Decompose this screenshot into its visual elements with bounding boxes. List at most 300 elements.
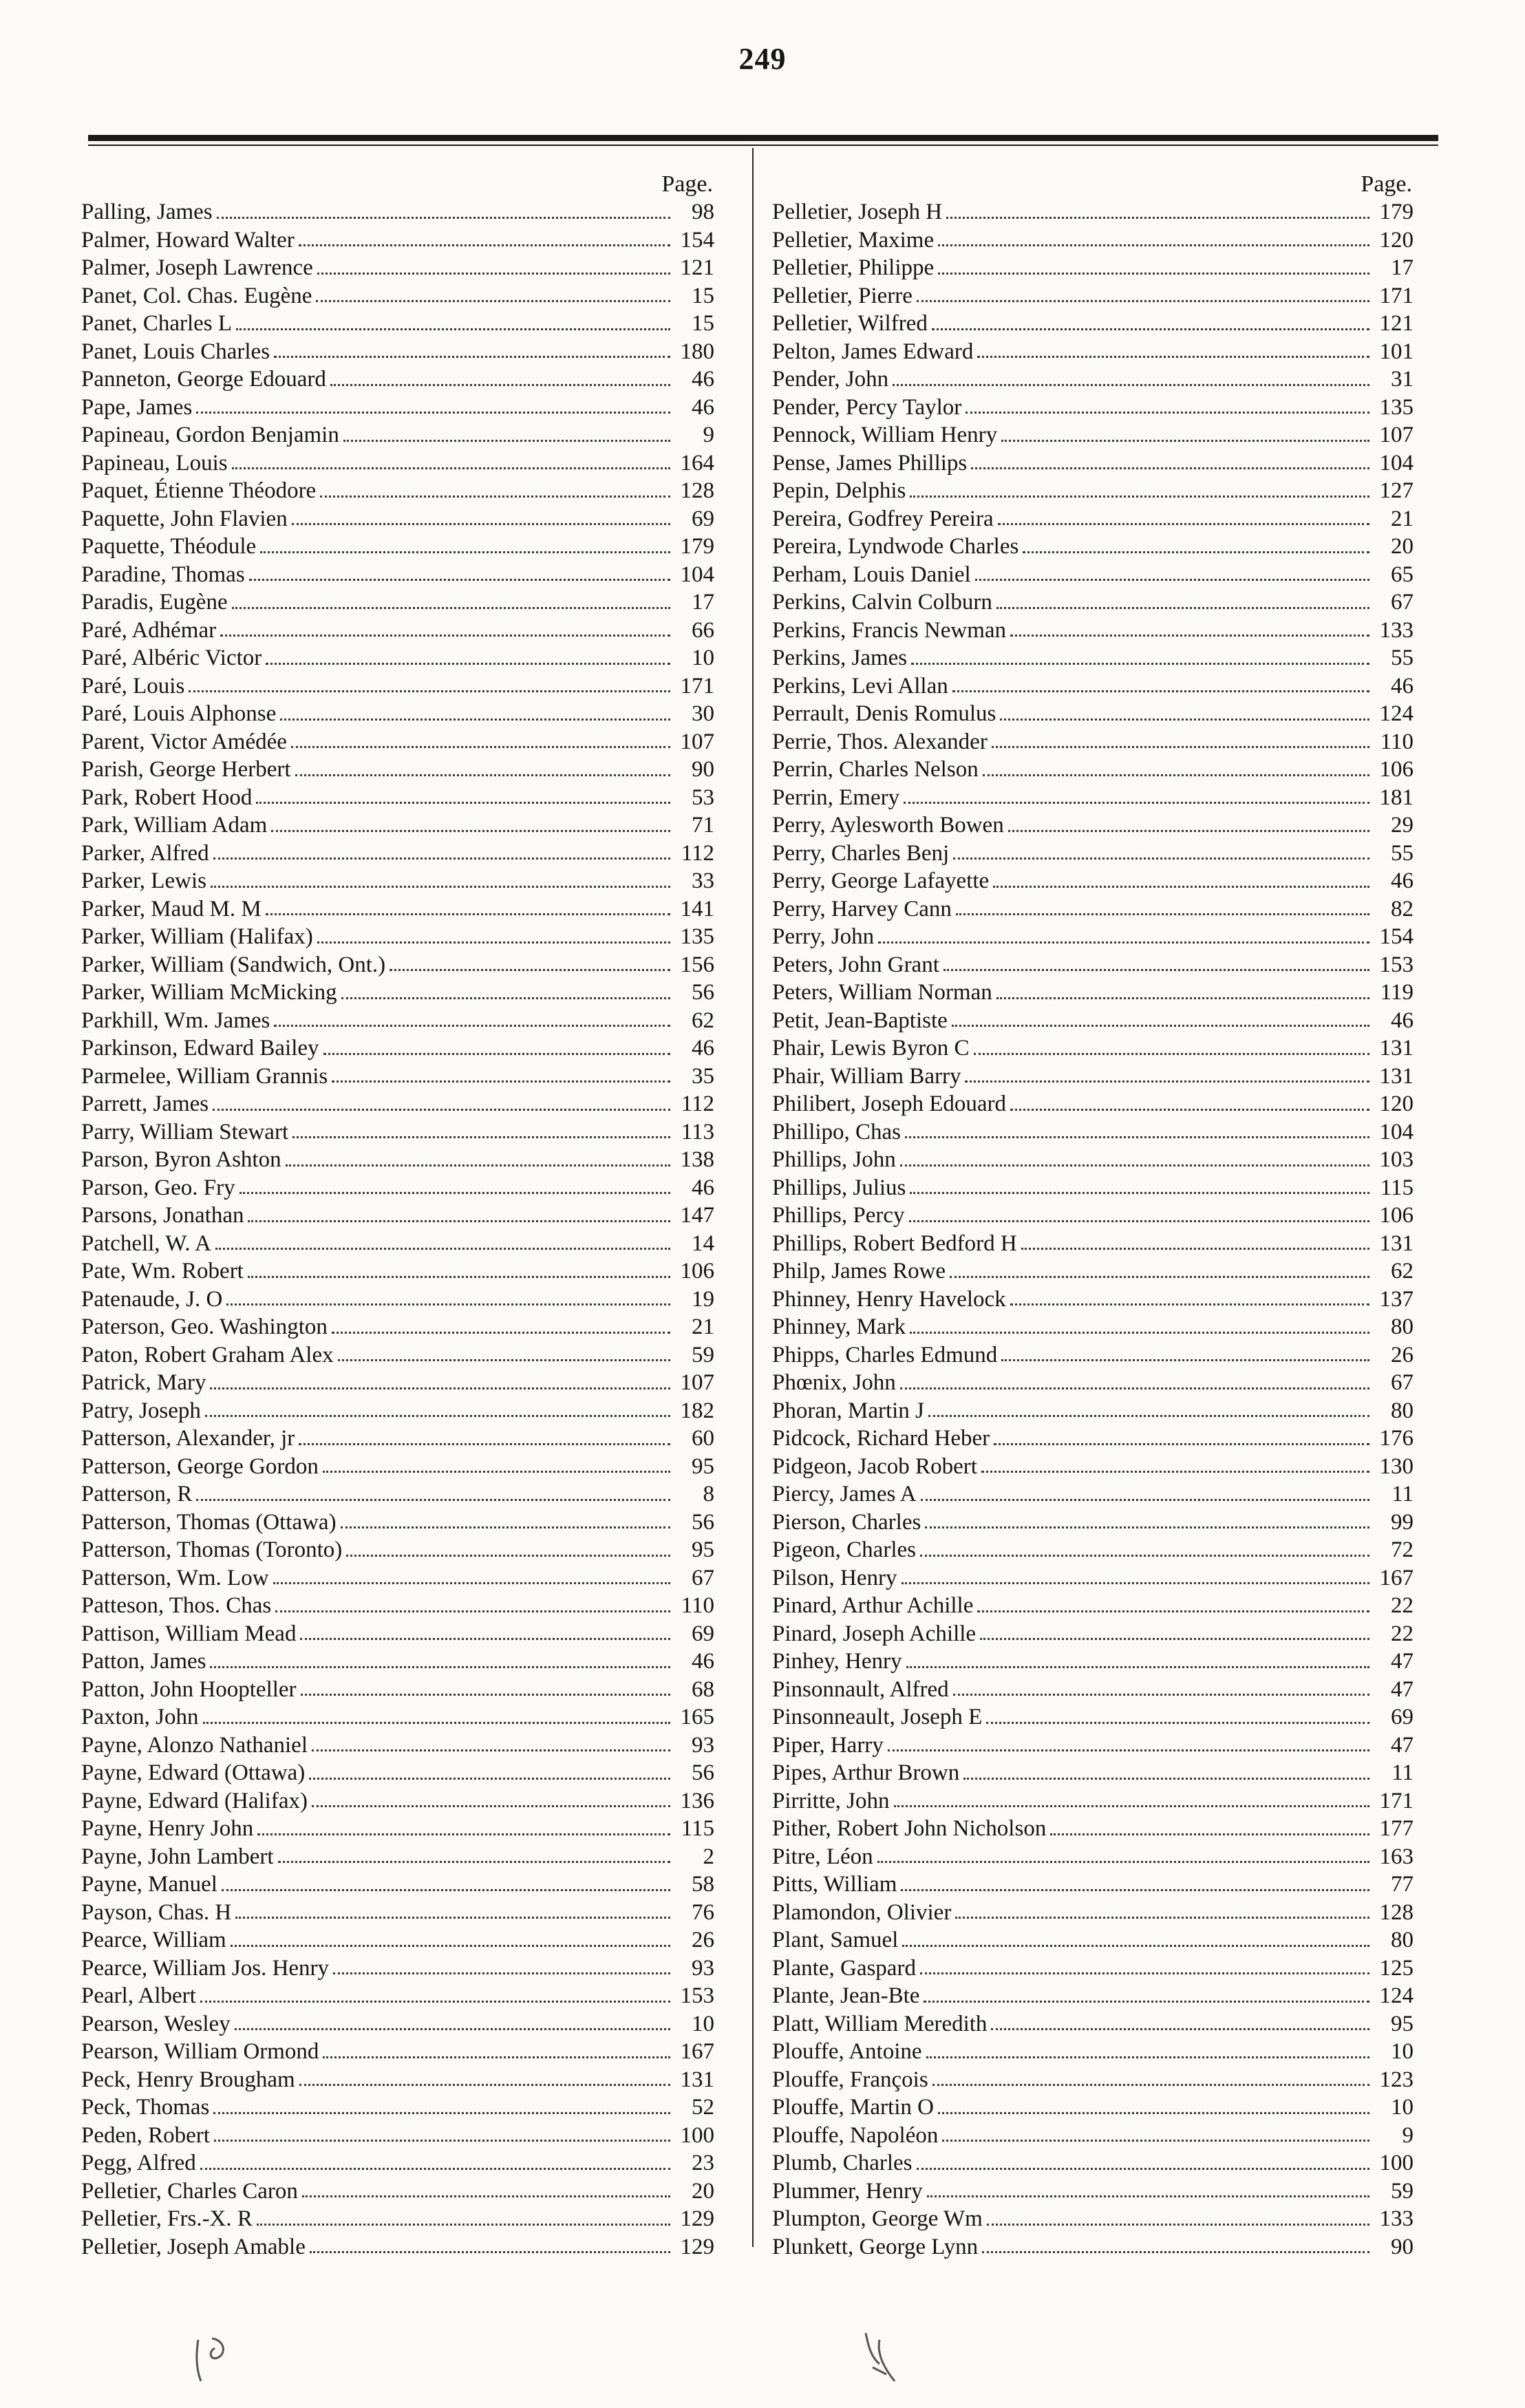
index-entry xyxy=(81,617,714,645)
entry-name: Piercy, James A xyxy=(772,1482,917,1506)
entry-name: Plant, Samuel xyxy=(772,1928,899,1952)
entry-page-number: 137 xyxy=(1379,1286,1414,1312)
entry-page-number: 131 xyxy=(1379,1036,1414,1061)
dot-leader xyxy=(214,2140,670,2142)
index-entry xyxy=(81,700,714,728)
dot-leader xyxy=(902,1582,1370,1584)
dot-leader xyxy=(226,1303,670,1306)
dot-leader xyxy=(900,1387,1369,1389)
dot-leader xyxy=(911,663,1369,665)
index-entry xyxy=(81,1732,714,1760)
entry-name: Paxton, John xyxy=(81,1705,199,1729)
entry-name: Pirritte, John xyxy=(772,1788,890,1813)
entry-page-number: 65 xyxy=(1391,562,1414,587)
index-entry xyxy=(81,1982,714,2010)
dot-leader xyxy=(1010,635,1369,637)
dot-leader xyxy=(341,1526,670,1528)
entry-name: Parker, William (Halifax) xyxy=(81,924,313,949)
entry-page-number: 53 xyxy=(692,785,714,810)
dot-leader xyxy=(942,2140,1369,2142)
entry-page-number: 72 xyxy=(1391,1537,1414,1562)
entry-page-number: 153 xyxy=(1379,952,1414,977)
entry-page-number: 156 xyxy=(680,952,714,977)
entry-name: Pender, Percy Taylor xyxy=(772,394,962,420)
dot-leader xyxy=(213,857,670,860)
entry-name: Plumpton, George Wm xyxy=(772,2206,983,2231)
entry-page-number: 127 xyxy=(1379,478,1414,503)
index-entry xyxy=(81,1592,714,1620)
entry-name: Paré, Louis xyxy=(81,673,185,699)
index-entry xyxy=(772,1090,1414,1118)
entry-name: Peters, William Norman xyxy=(772,980,992,1005)
index-entry xyxy=(772,1648,1414,1676)
entry-page-number: 26 xyxy=(692,1928,714,1952)
dot-leader xyxy=(955,1917,1369,1919)
entry-name: Pinhey, Henry xyxy=(772,1649,902,1674)
entry-page-number: 104 xyxy=(680,562,714,587)
dot-leader xyxy=(257,1833,670,1835)
index-entry xyxy=(772,1732,1414,1760)
index-entry xyxy=(772,365,1414,394)
dot-leader xyxy=(1023,551,1369,553)
entry-page-number: 171 xyxy=(1379,283,1414,308)
dot-leader xyxy=(235,2028,670,2030)
entry-name: Paquette, Théodule xyxy=(81,534,257,559)
index-entry xyxy=(81,2010,714,2038)
index-entry xyxy=(772,1982,1414,2010)
entry-page-number: 164 xyxy=(680,450,714,476)
dot-leader xyxy=(299,1443,670,1445)
entry-name: Phoran, Martin J xyxy=(772,1398,924,1423)
entry-page-number: 46 xyxy=(692,367,714,392)
entry-page-number: 69 xyxy=(692,506,714,531)
index-entry xyxy=(81,1536,714,1564)
dot-leader xyxy=(906,1666,1370,1668)
index-entry xyxy=(81,1759,714,1787)
dot-leader xyxy=(950,1276,1369,1278)
dot-leader xyxy=(266,913,670,915)
entry-page-number: 115 xyxy=(1380,1175,1414,1200)
entry-page-number: 167 xyxy=(1379,1565,1414,1590)
index-entry xyxy=(81,1787,714,1815)
index-entry xyxy=(81,1815,714,1843)
index-entry xyxy=(772,1536,1414,1564)
index-entry xyxy=(772,1007,1414,1035)
dot-leader xyxy=(257,2224,670,2226)
dot-leader xyxy=(338,1359,670,1361)
entry-name: Peck, Thomas xyxy=(81,2095,210,2120)
dot-leader xyxy=(938,2112,1369,2114)
dot-leader xyxy=(992,746,1369,748)
index-entry xyxy=(81,728,714,756)
dot-leader xyxy=(274,356,670,358)
dot-leader xyxy=(1008,830,1369,832)
entry-name: Parson, Geo. Fry xyxy=(81,1175,235,1200)
entry-name: Perrault, Denis Romulus xyxy=(772,701,996,726)
entry-page-number: 120 xyxy=(1379,1091,1414,1116)
dot-leader xyxy=(196,1499,670,1501)
dot-leader xyxy=(974,1053,1370,1055)
entry-name: Pinsonneault, Joseph E xyxy=(772,1705,983,1729)
dot-leader xyxy=(222,1889,670,1891)
entry-page-number: 67 xyxy=(1391,1370,1414,1395)
index-entry xyxy=(772,840,1414,868)
entry-name: Pelletier, Joseph H xyxy=(772,200,943,224)
index-entry xyxy=(772,672,1414,701)
dot-leader xyxy=(189,690,670,692)
entry-name: Panneton, George Edouard xyxy=(81,367,326,392)
index-entry xyxy=(772,1034,1414,1063)
entry-name: Parkhill, Wm. James xyxy=(81,1008,270,1033)
index-entry xyxy=(772,2233,1414,2261)
dot-leader xyxy=(317,273,670,275)
index-entry xyxy=(81,1146,714,1174)
dot-leader xyxy=(893,384,1369,386)
entry-name: Pinard, Arthur Achille xyxy=(772,1593,974,1618)
index-entry xyxy=(81,588,714,617)
entry-page-number: 112 xyxy=(681,840,714,866)
entry-page-number: 31 xyxy=(1391,367,1414,392)
entry-page-number: 154 xyxy=(1379,924,1414,949)
entry-name: Patterson, Thomas (Toronto) xyxy=(81,1537,343,1562)
dot-leader xyxy=(317,941,670,944)
index-entry xyxy=(772,2205,1414,2233)
entry-name: Pilson, Henry xyxy=(772,1565,897,1590)
entry-name: Pereira, Lyndwode Charles xyxy=(772,534,1019,559)
entry-name: Pipes, Arthur Brown xyxy=(772,1760,960,1785)
entry-name: Payne, Alonzo Nathaniel xyxy=(81,1732,308,1758)
index-entry xyxy=(772,2093,1414,2122)
entry-page-number: 62 xyxy=(1391,1259,1414,1283)
index-entry xyxy=(772,700,1414,728)
entry-name: Plouffe, Martin O xyxy=(772,2095,934,2120)
entry-name: Plouffe, Napoléon xyxy=(772,2122,939,2148)
entry-page-number: 177 xyxy=(1379,1816,1414,1841)
entry-page-number: 10 xyxy=(692,646,714,670)
entry-page-number: 180 xyxy=(680,339,714,364)
entry-name: Pearce, William xyxy=(81,1928,226,1952)
entry-name: Plunkett, George Lynn xyxy=(772,2234,979,2259)
index-entry xyxy=(81,1063,714,1091)
dot-leader xyxy=(971,467,1369,469)
entry-page-number: 124 xyxy=(1379,1983,1414,2008)
dot-leader xyxy=(878,941,1369,944)
entry-page-number: 98 xyxy=(692,200,714,224)
index-entry xyxy=(81,2205,714,2233)
entry-name: Peters, John Grant xyxy=(772,952,939,977)
dot-leader xyxy=(274,1025,670,1027)
entry-page-number: 100 xyxy=(680,2122,714,2148)
entry-name: Phinney, Mark xyxy=(772,1314,906,1339)
entry-page-number: 80 xyxy=(1391,1314,1414,1339)
entry-page-number: 121 xyxy=(680,255,714,280)
index-entry xyxy=(772,282,1414,310)
entry-page-number: 135 xyxy=(680,924,714,949)
index-entry xyxy=(81,2038,714,2066)
dot-leader xyxy=(343,440,670,442)
dot-leader xyxy=(323,1471,670,1473)
entry-page-number: 67 xyxy=(1391,590,1414,615)
entry-name: Perry, John xyxy=(772,924,875,949)
dot-leader xyxy=(292,1136,670,1138)
dot-leader xyxy=(986,1722,1369,1724)
index-entry xyxy=(772,2010,1414,2038)
dot-leader xyxy=(1001,440,1369,442)
dot-leader xyxy=(390,969,670,971)
dot-leader xyxy=(981,1471,1369,1473)
entry-page-number: 46 xyxy=(692,1175,714,1200)
index-entry xyxy=(772,1703,1414,1732)
dot-leader xyxy=(963,1778,1369,1780)
entry-page-number: 47 xyxy=(1391,1649,1414,1674)
dot-leader xyxy=(266,663,670,665)
entry-page-number: 52 xyxy=(692,2095,714,2120)
dot-leader xyxy=(273,1582,670,1584)
entry-name: Paré, Albéric Victor xyxy=(81,646,262,670)
entry-page-number: 10 xyxy=(692,2011,714,2036)
entry-name: Patton, John Hoopteller xyxy=(81,1676,297,1702)
dot-leader xyxy=(977,1610,1369,1612)
entry-name: Plamondon, Olivier xyxy=(772,1899,952,1925)
entry-name: Park, William Adam xyxy=(81,813,268,838)
entry-name: Plante, Gaspard xyxy=(772,1955,916,1981)
index-entry xyxy=(772,1313,1414,1341)
dot-leader xyxy=(299,244,670,246)
entry-page-number: 130 xyxy=(1379,1453,1414,1479)
entry-name: Philibert, Joseph Edouard xyxy=(772,1091,1007,1116)
index-entry xyxy=(772,198,1414,226)
entry-name: Pelletier, Maxime xyxy=(772,227,935,253)
index-entry xyxy=(772,1397,1414,1425)
entry-page-number: 26 xyxy=(1391,1342,1414,1367)
entry-name: Perrie, Thos. Alexander xyxy=(772,729,988,754)
index-entry xyxy=(772,533,1414,561)
entry-name: Phillipo, Chas xyxy=(772,1119,902,1144)
entry-page-number: 56 xyxy=(692,1760,714,1785)
entry-name: Parker, William (Sandwich, Ont.) xyxy=(81,952,386,977)
entry-page-number: 153 xyxy=(680,1983,714,2008)
dot-leader xyxy=(316,300,670,302)
entry-name: Pither, Robert John Nicholson xyxy=(772,1816,1047,1841)
dot-leader xyxy=(910,496,1369,498)
entry-page-number: 120 xyxy=(1379,227,1414,253)
entry-page-number: 101 xyxy=(1379,339,1414,364)
index-entry xyxy=(81,1648,714,1676)
entry-page-number: 9 xyxy=(703,423,714,447)
index-entry xyxy=(81,2066,714,2094)
index-entry xyxy=(81,477,714,505)
right-index-column xyxy=(772,171,1414,2261)
entry-name: Perkins, Calvin Colburn xyxy=(772,590,992,615)
dot-leader xyxy=(291,746,670,748)
entry-name: Parson, Byron Ashton xyxy=(81,1147,281,1172)
entry-page-number: 2 xyxy=(703,1844,714,1869)
entry-name: Parsons, Jonathan xyxy=(81,1203,244,1228)
index-entry xyxy=(81,2122,714,2150)
dot-leader xyxy=(920,1972,1369,1974)
entry-page-number: 179 xyxy=(1379,200,1414,224)
dot-leader xyxy=(953,857,1369,860)
entry-name: Patrick, Mary xyxy=(81,1370,206,1395)
index-entry xyxy=(81,1899,714,1927)
header-rule-thin xyxy=(88,145,1438,146)
entry-page-number: 125 xyxy=(1379,1955,1414,1981)
index-entry xyxy=(772,1230,1414,1258)
index-entry xyxy=(772,2149,1414,2177)
index-entry xyxy=(81,672,714,701)
index-entry xyxy=(81,561,714,589)
entry-name: Phair, Lewis Byron C xyxy=(772,1036,970,1061)
entry-name: Palmer, Joseph Lawrence xyxy=(81,255,313,280)
index-entry xyxy=(772,1509,1414,1537)
dot-leader xyxy=(260,551,670,553)
dot-leader xyxy=(1010,1303,1369,1306)
entry-page-number: 123 xyxy=(1379,2067,1414,2092)
entry-page-number: 21 xyxy=(1391,506,1414,531)
index-entry xyxy=(81,282,714,310)
entry-page-number: 129 xyxy=(680,2206,714,2231)
index-entry xyxy=(81,1230,714,1258)
entry-page-number: 124 xyxy=(1379,701,1414,726)
index-entry xyxy=(772,1480,1414,1509)
entry-name: Panet, Charles L xyxy=(81,311,233,336)
pencil-mark-left xyxy=(191,2333,253,2388)
entry-page-number: 58 xyxy=(692,1872,714,1897)
entry-name: Piper, Harry xyxy=(772,1732,884,1758)
index-entry xyxy=(81,2233,714,2261)
index-entry xyxy=(81,951,714,979)
entry-page-number: 182 xyxy=(680,1398,714,1423)
header-rule-thick xyxy=(88,135,1438,141)
dot-leader xyxy=(275,1610,670,1612)
entry-page-number: 181 xyxy=(1379,785,1414,810)
index-entry xyxy=(81,2093,714,2122)
dot-leader xyxy=(980,1638,1369,1640)
index-entry xyxy=(772,1954,1414,1983)
dot-leader xyxy=(905,1136,1369,1138)
dot-leader xyxy=(248,1220,670,1222)
index-entry xyxy=(772,979,1414,1007)
index-entry xyxy=(772,923,1414,951)
entry-page-number: 135 xyxy=(1379,394,1414,420)
index-entry xyxy=(772,2038,1414,2066)
dot-leader xyxy=(1010,1109,1369,1111)
entry-name: Pereira, Godfrey Pereira xyxy=(772,506,994,531)
dot-leader xyxy=(928,1415,1369,1417)
entry-name: Peden, Robert xyxy=(81,2122,210,2148)
entry-page-number: 133 xyxy=(1379,2206,1414,2231)
entry-page-number: 147 xyxy=(680,1203,714,1228)
entry-name: Pitts, William xyxy=(772,1872,897,1897)
index-entry xyxy=(772,2122,1414,2150)
entry-name: Pearson, Wesley xyxy=(81,2011,231,2036)
entry-page-number: 10 xyxy=(1391,2039,1414,2064)
entry-page-number: 56 xyxy=(692,980,714,1005)
entry-name: Pelletier, Joseph Amable xyxy=(81,2234,306,2259)
entry-name: Paquet, Étienne Théodore xyxy=(81,478,317,503)
entry-page-number: 14 xyxy=(692,1230,714,1256)
dot-leader xyxy=(904,802,1369,804)
dot-leader xyxy=(991,2028,1369,2030)
dot-leader xyxy=(271,830,670,832)
entry-page-number: 59 xyxy=(692,1342,714,1367)
entry-page-number: 128 xyxy=(680,478,714,503)
index-entry xyxy=(81,1480,714,1509)
index-entry xyxy=(81,505,714,533)
entry-page-number: 46 xyxy=(1391,869,1414,893)
entry-name: Paterson, Geo. Washington xyxy=(81,1314,328,1339)
index-entry xyxy=(772,1453,1414,1481)
entry-page-number: 106 xyxy=(1379,1203,1414,1228)
entry-name: Paré, Louis Alphonse xyxy=(81,701,277,726)
entry-name: Patterson, George Gordon xyxy=(81,1453,319,1479)
dot-leader xyxy=(977,356,1369,358)
dot-leader xyxy=(248,1276,670,1278)
entry-name: Patterson, Alexander, jr xyxy=(81,1426,295,1451)
entry-page-number: 33 xyxy=(692,869,714,893)
entry-page-number: 141 xyxy=(680,896,714,921)
dot-leader xyxy=(312,1749,670,1751)
entry-page-number: 10 xyxy=(1391,2095,1414,2120)
entry-name: Pierson, Charles xyxy=(772,1509,921,1535)
index-entry xyxy=(772,588,1414,617)
index-entry xyxy=(81,1926,714,1954)
entry-name: Paquette, John Flavien xyxy=(81,506,288,531)
index-entry xyxy=(81,394,714,422)
dot-leader xyxy=(235,1917,670,1919)
index-entry xyxy=(81,1341,714,1370)
entry-page-number: 131 xyxy=(1379,1230,1414,1256)
dot-leader xyxy=(901,1889,1369,1891)
index-entry xyxy=(81,1286,714,1314)
entry-name: Payne, Henry John xyxy=(81,1816,254,1841)
entry-page-number: 165 xyxy=(680,1705,714,1729)
index-entry xyxy=(772,951,1414,979)
dot-leader xyxy=(996,997,1369,999)
index-entry xyxy=(81,1564,714,1592)
column-divider xyxy=(752,148,754,2247)
index-entry xyxy=(81,421,714,449)
dot-leader xyxy=(1050,1833,1369,1835)
entry-page-number: 46 xyxy=(1391,673,1414,699)
entry-name: Phœnix, John xyxy=(772,1370,896,1395)
dot-leader xyxy=(953,1694,1369,1696)
entry-name: Palling, James xyxy=(81,200,213,224)
dot-leader xyxy=(239,1192,670,1194)
entry-name: Pate, Wm. Robert xyxy=(81,1259,244,1283)
entry-name: Parry, William Stewart xyxy=(81,1119,289,1144)
entry-name: Phillips, Robert Bedford H xyxy=(772,1230,1017,1256)
index-entry xyxy=(81,1257,714,1286)
index-entry xyxy=(81,1509,714,1537)
entry-name: Pidgeon, Jacob Robert xyxy=(772,1453,977,1479)
entry-page-number: 55 xyxy=(1391,646,1414,670)
dot-leader xyxy=(312,1805,670,1807)
entry-name: Parker, William McMicking xyxy=(81,980,337,1005)
index-entry xyxy=(772,1899,1414,1927)
index-entry xyxy=(81,895,714,924)
entry-page-number: 59 xyxy=(1391,2178,1414,2204)
entry-page-number: 113 xyxy=(681,1119,714,1144)
dot-leader xyxy=(249,579,670,581)
index-entry xyxy=(772,1425,1414,1453)
index-entry xyxy=(772,1146,1414,1174)
entry-page-number: 67 xyxy=(692,1565,714,1590)
entry-name: Paradis, Eugène xyxy=(81,590,228,615)
entry-name: Patenaude, J. O xyxy=(81,1286,223,1312)
index-entry xyxy=(772,2177,1414,2206)
entry-page-number: 99 xyxy=(1391,1509,1414,1535)
